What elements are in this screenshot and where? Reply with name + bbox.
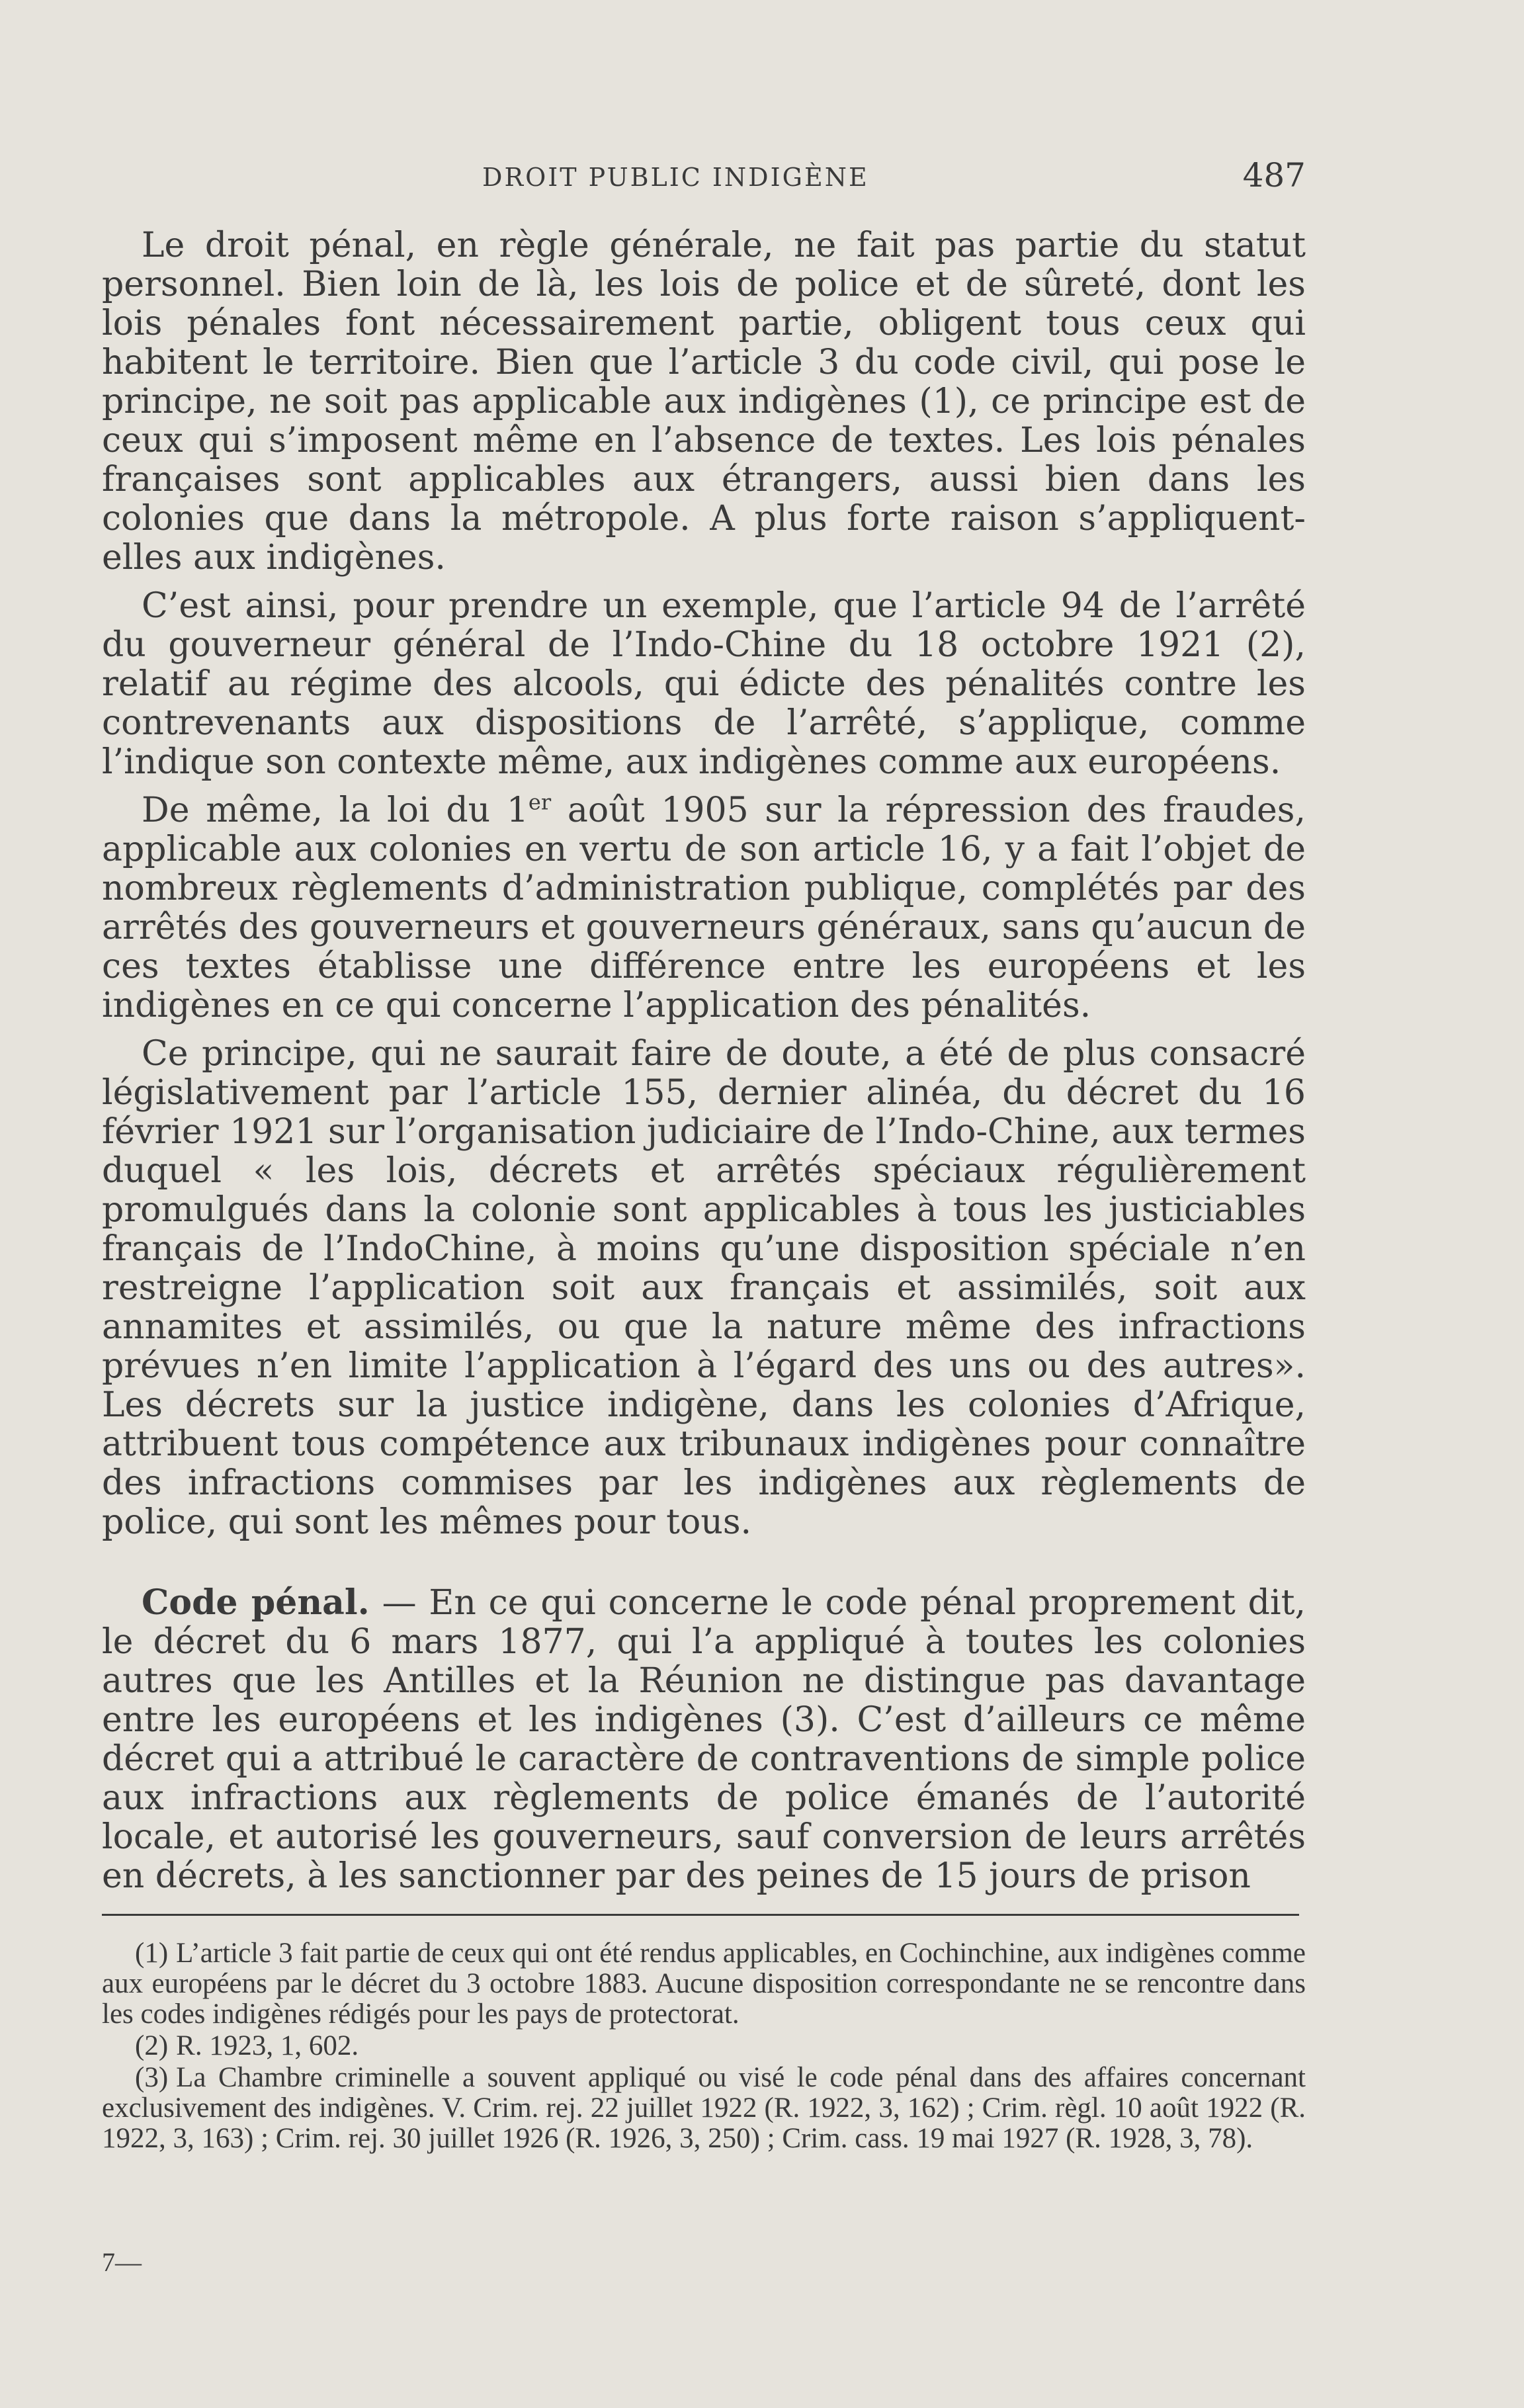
paragraph-text: De même, la loi du 1 — [142, 791, 529, 830]
paragraph — [102, 791, 1306, 1025]
footnote — [102, 1938, 1306, 2030]
signature-mark: 7— — [102, 2247, 142, 2277]
section-text: — En ce qui concerne le code pénal proprement dit, le décret du 6 mars 1877, qui l’a appliqué à toutes les colonies autres que les Antilles et la Réunion ne distingue pas davantage entre les européens et les indigènes (3). C’est d’ailleurs ce même décret qui a attribué le caractère de contraventions de simple police aux infractions aux règlements de police émanés de l’autorité locale, et autorisé les gouverneurs, sauf conversion de leurs arrêtés en décrets, à les sanctionner par des peines de 15 jours de prison — [102, 1583, 1306, 1896]
paragraph: Le droit pénal, en règle générale, ne fait pas partie du statut personnel. Bien loin de là, les lois de police et de sûreté, dont les lois pénales font nécessairement partie, obligent tous ceux qui habitent le territoire. Bien que l’article 3 du code civil, qui pose le principe, ne soit pas applicable aux indigènes (1), ce principe est de ceux qui s’imposent même en l’absence de textes. Les lois pénales françaises sont applicables aux étrangers, aussi bien dans les colonies que dans la métropole. A plus forte raison s’appliquent-elles aux indigènes. — [102, 226, 1306, 578]
page-header — [102, 153, 1306, 200]
paragraph: Ce principe, qui ne saurait faire de doute, a été de plus consacré législativement par l’article 155, dernier alinéa, du décret du 16 février 1921 sur l’organisation judiciaire de l’Indo-Chine, aux termes duquel « les lois, décrets et arrêtés spéciaux régulièrement promulgués dans la colonie sont applicables à tous les justiciables français de l’IndoChine, à moins qu’une disposition spéciale n’en restreigne l’application soit aux français et assimilés, soit aux annamites et assimilés, ou que la nature même des infractions prévues n’en limite l’application à l’égard des uns ou des autres». Les décrets sur la justice indigène, dans les colonies d’Afrique, attribuent tous compétence aux tribunaux indigènes pour connaître des infractions commises par les indigènes aux règlements de police, qui sont les mêmes pour tous. — [102, 1034, 1306, 1542]
running-title: DROIT PUBLIC INDIGÈNE — [482, 163, 869, 192]
main-text — [102, 226, 1306, 1905]
footnotes — [102, 1938, 1306, 2155]
page-number: 487 — [1242, 156, 1306, 194]
superscript: er — [528, 789, 552, 815]
paragraph: C’est ainsi, pour prendre un exemple, que l’article 94 de l’arrêté du gouverneur général de l’Indo-Chine du 18 octobre 1921 (2), relatif au régime des alcools, qui édicte des pénalités contre les contrevenants aux dispositions de l’arrêté, s’applique, comme l’indique son contexte même, aux indigènes comme aux européens. — [102, 586, 1306, 782]
section-title: Code pénal. — [142, 1582, 370, 1623]
footnote-text: La Chambre criminelle a souvent appliqué ou visé le code pénal dans des affaires concernant exclusivement des indigènes. V. Crim. rej. 22 juillet 1922 (R. 1922, 3, 162) ; Crim. règl. 10 août 1922 (R. 1922, 3, 163) ; Crim. rej. 30 juillet 1926 (R. 1926, 3, 250) ; Crim. cass. 19 mai 1927 (R. 1928, 3, 78). — [102, 2062, 1306, 2154]
footnote-text: L’article 3 fait partie de ceux qui ont été rendus applicables, en Cochinchine, aux indigènes comme aux européens par le décret du 3 octobre 1883. Aucune disposition correspondante ne se rencontre dans les codes indigènes rédigés pour les pays de protectorat. — [102, 1938, 1306, 2030]
footnote-text: R. 1923, 1, 602. — [176, 2030, 359, 2061]
footnote — [102, 2031, 1306, 2061]
footnote-divider — [102, 1914, 1299, 1916]
paragraph-text: août 1905 sur la répression des fraudes, applicable aux colonies en vertu de son article 16, y a fait l’objet de nombreux règlements d’administration publique, complétés par des arrêtés des gouverneurs et gouverneurs généraux, sans qu’aucun de ces textes établisse une différence entre les européens et les indigènes en ce qui concerne l’application des pénalités. — [102, 791, 1306, 1025]
footnote-mark: (1) — [135, 1938, 169, 1969]
footnote-mark: (3) — [135, 2062, 169, 2093]
footnote — [102, 2063, 1306, 2154]
section-paragraph — [102, 1583, 1306, 1896]
footnote-mark: (2) — [135, 2030, 169, 2061]
